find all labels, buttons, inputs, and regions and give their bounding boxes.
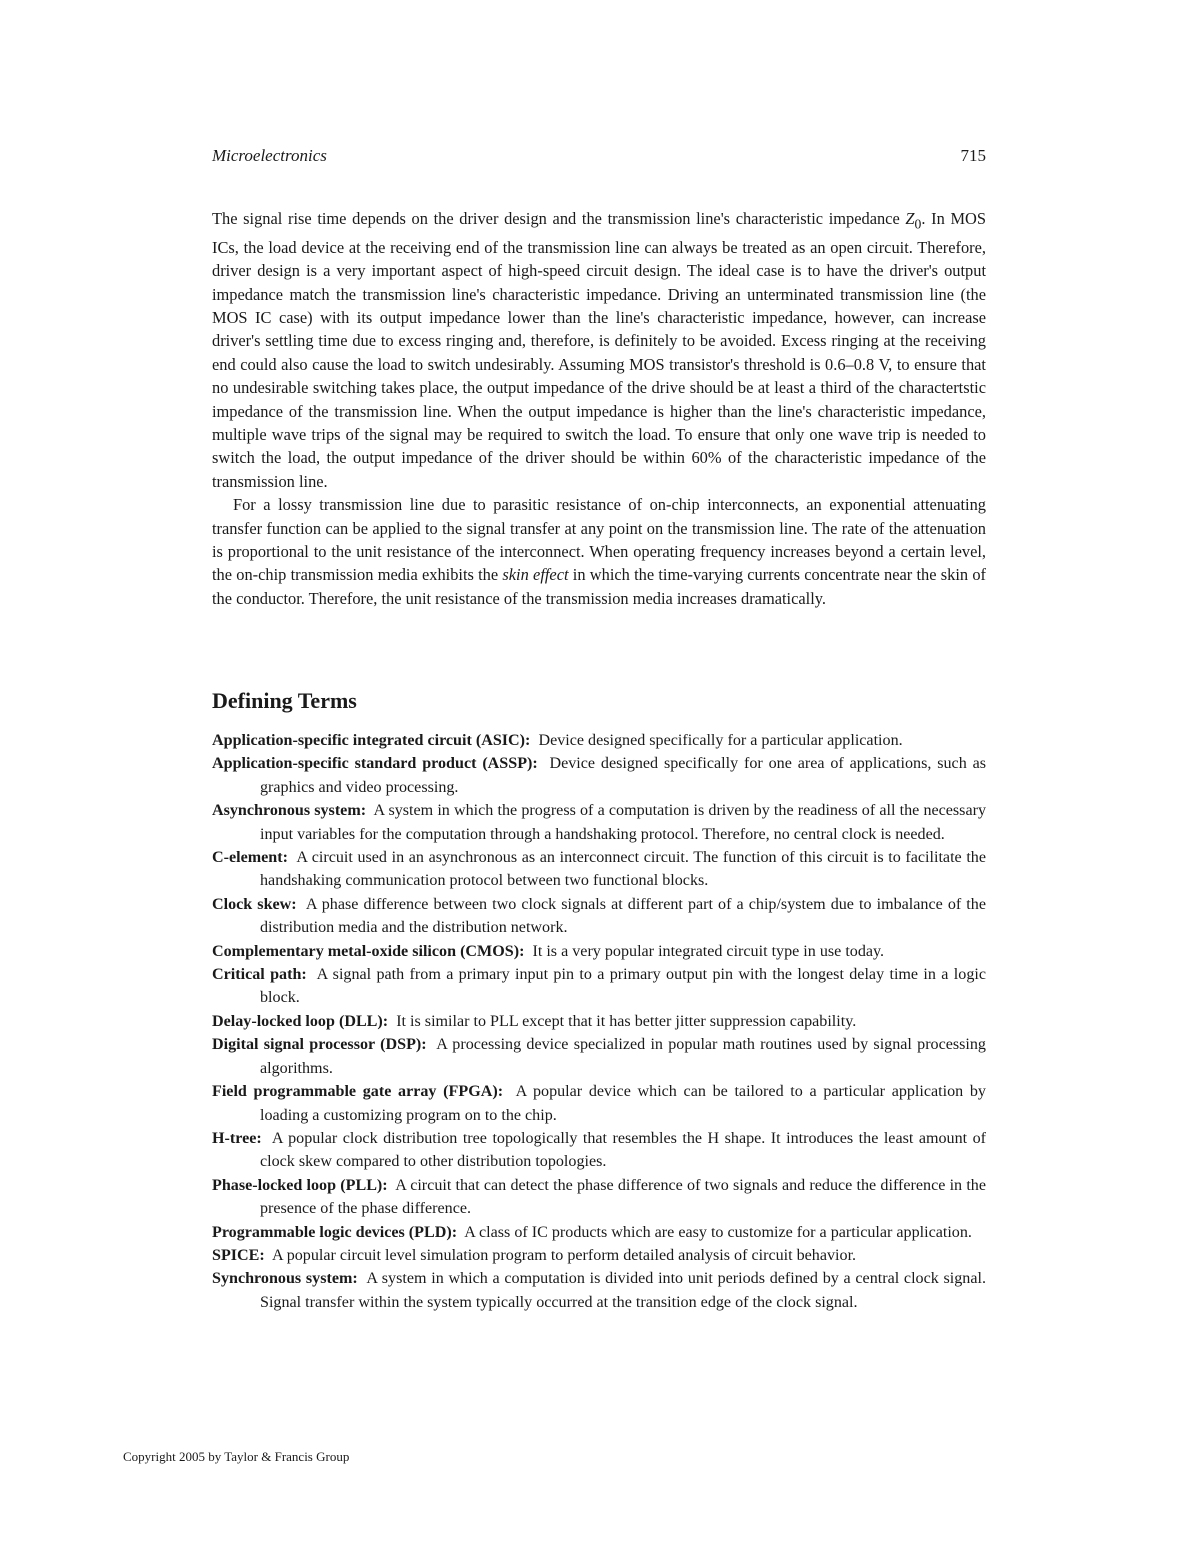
- term-definition: Device designed specifically for a particular application.: [538, 732, 903, 749]
- term-name: H-tree:: [212, 1129, 262, 1147]
- term-name: Delay-locked loop (DLL):: [212, 1012, 389, 1030]
- term-name: Application-specific standard product (ASSP):: [212, 755, 538, 773]
- term-definition: A system in which the progress of a computation is driven by the readiness of all the necessary input variables for the computation through a handshaking protocol. Therefore, no central clock is needed.: [260, 802, 986, 843]
- term-entry: [212, 729, 986, 752]
- term-name: Asynchronous system:: [212, 802, 367, 820]
- term-entry: [212, 1127, 986, 1174]
- term-entry: [212, 940, 986, 963]
- term-definition: A popular clock distribution tree topologically that resembles the H shape. It introduces the least amount of clock skew compared to other distribution topologies.: [260, 1129, 987, 1171]
- term-definition: A circuit used in an asynchronous as an interconnect circuit. The function of this circuit is to facilitate the handshaking communication protocol between two functional blocks.: [260, 849, 986, 890]
- term-name: Programmable logic devices (PLD):: [212, 1223, 458, 1241]
- term-name: Phase-locked loop (PLL):: [212, 1176, 388, 1194]
- term-definition: A popular circuit level simulation program to perform detailed analysis of circuit behavior.: [271, 1246, 857, 1264]
- section-heading: Defining Terms: [212, 688, 357, 713]
- running-title: Microelectronics: [212, 146, 327, 165]
- term-entry: [212, 1033, 986, 1080]
- term-definition: A circuit that can detect the phase difference of two signals and reduce the difference in the presence of the phase difference.: [260, 1176, 986, 1218]
- term-definition: Device designed specifically for one area of applications, such as graphics and video processing.: [260, 755, 986, 796]
- term-definition: It is similar to PLL except that it has better jitter suppression capability.: [396, 1012, 857, 1030]
- term-name: Field programmable gate array (FPGA):: [212, 1083, 504, 1101]
- paragraph-2: [212, 493, 986, 610]
- term-name: Critical path:: [212, 966, 307, 984]
- term-definition: A class of IC products which are easy to customize for a particular application.: [464, 1223, 972, 1241]
- term-definition: A system in which a computation is divided into unit periods defined by a central clock signal. Signal transfer within the system typically occurred at the transition edge of the clock signal.: [260, 1270, 986, 1311]
- term-definition: A popular device which can be tailored to a particular application by loading a customizing program on to the chip.: [260, 1083, 986, 1124]
- paragraph-2-text-a: For a lossy transmission line due to parasitic resistance of on-chip interconnects, an exponential attenuating transfer function can be applied to the signal transfer at any point on the transmission line. The rate of the attenuation is proportional to the unit resistance of the interconnect. When operating frequency increases beyond a certain level, the on-chip transmission media exhibits the: [212, 495, 986, 585]
- term-name: Clock skew:: [212, 895, 297, 913]
- z-subscript: 0: [914, 216, 922, 232]
- term-entry: [212, 1267, 986, 1314]
- term-entry: [212, 1080, 986, 1127]
- paragraph-1: [212, 207, 986, 493]
- paragraph-1-text-b: . In MOS ICs, the load device at the receiving end of the transmission line can always be treated as an open circuit. Therefore, driver design is a very important aspect of high-speed circuit design. The ideal case is to have the driver's output impedance match the transmission line's characteristic impedance. Driving an unterminated transmission line (the MOS IC case) with its output impedance lower than the line's characteristic impedance, however, can increase driver's settling time due to excess ringing and, therefore, is definitely to be avoided. Excess ringing at the receiving end could also cause the load to switch undesirably. Assuming MOS transistor's threshold is 0.6–0.8 V, to ensure that no undesirable switching takes place, the output impedance of the drive should be at least a third of the charactertstic impedance of the transmission line. When the output impedance is higher than the line's characteristic impedance, multiple wave trips of the signal may be required to switch the load. To ensure that only one wave trip is needed to switch the load, the output impedance of the driver should be within 60% of the characteristic impedance of the transmission line.: [212, 209, 986, 491]
- term-name: Digital signal processor (DSP):: [212, 1036, 427, 1054]
- term-entry: [212, 799, 986, 846]
- term-definition: It is a very popular integrated circuit type in use today.: [532, 942, 885, 960]
- term-entry: [212, 846, 986, 893]
- term-definition: A signal path from a primary input pin to a primary output pin with the longest delay time in a logic block.: [260, 966, 986, 1007]
- term-entry: [212, 1244, 986, 1267]
- term-entry: [212, 1221, 986, 1244]
- term-name: Application-specific integrated circuit (ASIC):: [212, 732, 531, 749]
- term-entry: [212, 893, 986, 940]
- body-text: [212, 207, 986, 610]
- term-name: Complementary metal-oxide silicon (CMOS):: [212, 942, 525, 960]
- paragraph-2-text-b: in which the time-varying currents concentrate near the skin of the conductor. Therefore, the unit resistance of the transmission media increases dramatically.: [212, 565, 986, 608]
- term-name: C-element:: [212, 849, 288, 867]
- term-entry: [212, 963, 986, 1010]
- terms-list: [212, 729, 986, 1314]
- term-name: SPICE:: [212, 1246, 265, 1264]
- copyright-footer: Copyright 2005 by Taylor & Francis Group: [123, 1449, 350, 1464]
- term-entry: [212, 752, 986, 799]
- term-definition: A phase difference between two clock signals at different part of a chip/system due to imbalance of the distribution media and the distribution network.: [260, 895, 986, 937]
- term-entry: [212, 1174, 986, 1221]
- skin-effect-term: skin effect: [502, 565, 569, 585]
- term-name: Synchronous system:: [212, 1270, 358, 1288]
- term-definition: A processing device specialized in popular math routines used by signal processing algorithms.: [260, 1036, 986, 1077]
- paragraph-1-text-a: The signal rise time depends on the driver design and the transmission line's characteristic impedance: [212, 209, 906, 228]
- page-number: 715: [960, 146, 986, 165]
- page-header: [212, 146, 986, 172]
- term-entry: [212, 1010, 986, 1033]
- z-symbol: Z: [905, 209, 915, 228]
